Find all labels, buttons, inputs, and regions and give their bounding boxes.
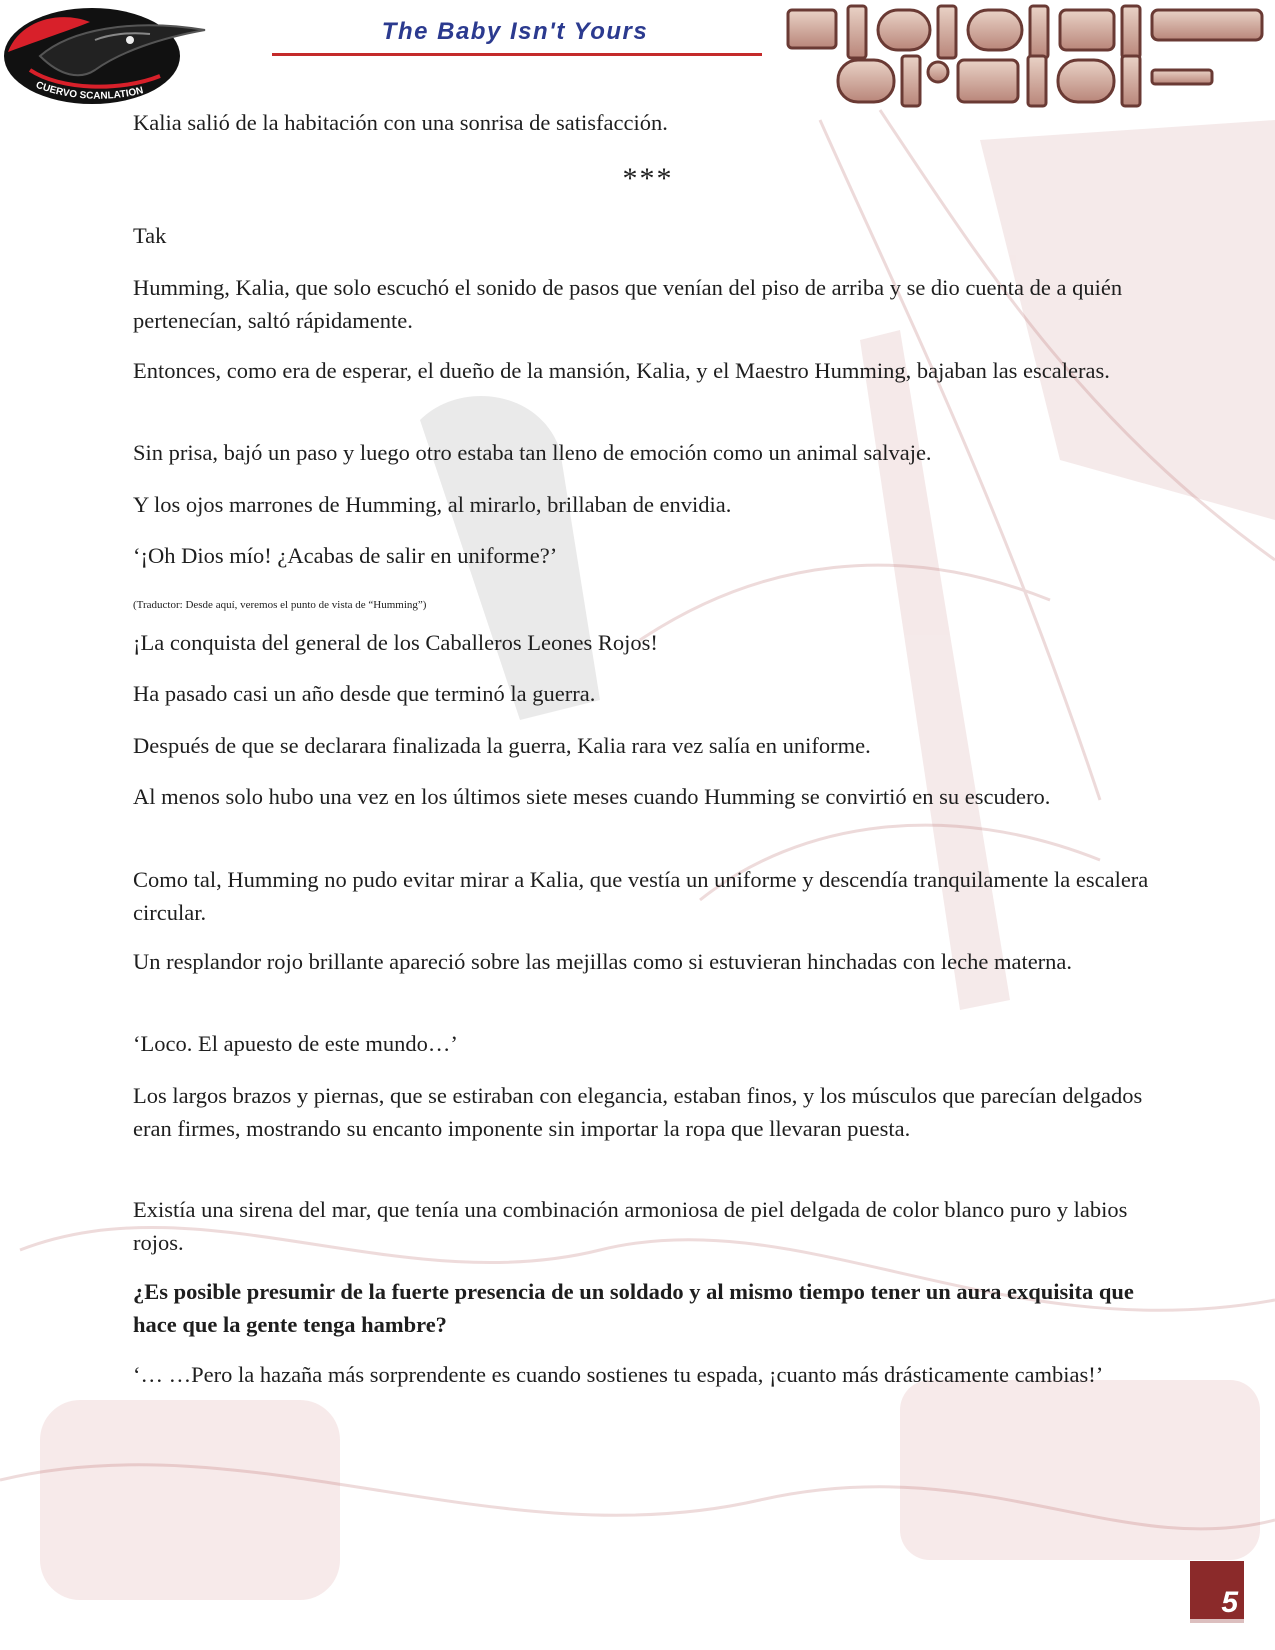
- cuervo-scanlation-logo: [0, 0, 215, 108]
- page-number: 5: [1221, 1586, 1238, 1619]
- paragraph: Como tal, Humming no pudo evitar mirar a Kalia, que vestía un uniforme y descendía tranquilamente la escalera circular.: [133, 867, 1149, 925]
- paragraph: Ha pasado casi un año desde que terminó la guerra.: [133, 681, 596, 706]
- paragraph: Después de que se declarara finalizada la guerra, Kalia rara vez salía en uniforme.: [133, 733, 871, 758]
- paragraph: Existía una sirena del mar, que tenía una combinación armoniosa de piel delgada de color blanco puro y labios rojos.: [133, 1197, 1128, 1255]
- scene-break: ***: [622, 162, 674, 195]
- page-number-badge: [1190, 1561, 1244, 1623]
- bold-paragraph: ¿Es posible presumir de la fuerte presencia de un soldado y al mismo tiempo tener un aura exquisita que hace que la gente tenga hambre?: [133, 1279, 1134, 1337]
- translator-note: (Traductor: Desde aquí, veremos el punto de vista de “Humming”): [133, 599, 427, 611]
- paragraph: Y los ojos marrones de Humming, al mirarlo, brillaban de envidia.: [133, 492, 732, 517]
- paragraph: Kalia salió de la habitación con una sonrisa de satisfacción.: [133, 110, 668, 135]
- paragraph: Sin prisa, bajó un paso y luego otro estaba tan lleno de emoción como un animal salvaje.: [133, 440, 932, 465]
- paragraph: Al menos solo hubo una vez en los últimos siete meses cuando Humming se convirtió en su escudero.: [133, 784, 1051, 809]
- paragraph: Un resplandor rojo brillante apareció sobre las mejillas como si estuvieran hinchadas con leche materna.: [133, 949, 1073, 974]
- paragraph: Humming, Kalia, que solo escuchó el sonido de pasos que venían del piso de arriba y se dio cuenta de a quién pertenecían, saltó rápidamente.: [133, 275, 1123, 333]
- series-title: The Baby Isn't Yours: [381, 18, 649, 45]
- paragraph: ¡La conquista del general de los Caballeros Leones Rojos!: [133, 630, 658, 655]
- page-header: [0, 0, 1275, 108]
- korean-title-logo: [778, 0, 1275, 108]
- title-underline: [272, 53, 762, 56]
- paragraph: Tak: [133, 223, 167, 248]
- logo-text: CUERVO SCANLATION: [34, 79, 145, 102]
- paragraph: Los largos brazos y piernas, que se estiraban con elegancia, estaban finos, y los músculos que parecían delgados eran firmes, mostrando su encanto imponente sin importar la ropa que llevaran puesta.: [133, 1083, 1143, 1141]
- paragraph: ‘Loco. El apuesto de este mundo…’: [133, 1031, 458, 1056]
- paragraph: ‘… …Pero la hazaña más sorprendente es cuando sostienes tu espada, ¡cuanto más drásticamente cambias!’: [133, 1362, 1104, 1387]
- paragraph: Entonces, como era de esperar, el dueño de la mansión, Kalia, y el Maestro Humming, bajaban las escaleras.: [133, 358, 1110, 383]
- paragraph: ‘¡Oh Dios mío! ¿Acabas de salir en uniforme?’: [133, 543, 558, 568]
- page-number-underline: [1190, 1619, 1244, 1623]
